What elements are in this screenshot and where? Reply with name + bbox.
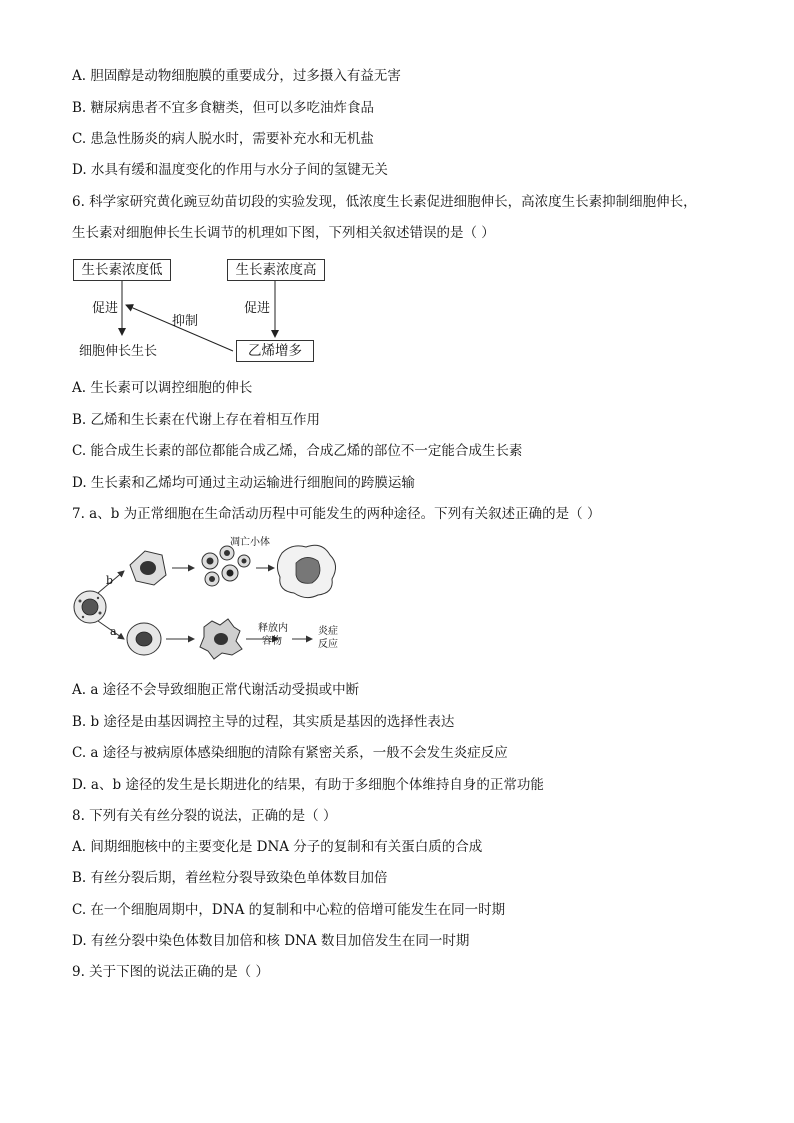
- label-inhibit: 抑制: [172, 314, 199, 329]
- phagocyte: [277, 545, 335, 597]
- shrinking-cell: [130, 551, 166, 585]
- label-path-b: b: [106, 574, 114, 587]
- label-release-contents-2: 容物: [262, 636, 282, 647]
- q7-option-d: D. a、b 途径的发生是长期进化的结果，有助于多细胞个体维持自身的正常功能: [72, 777, 544, 793]
- q6-stem-line2: 生长素对细胞伸长生长调节的机理如下图，下列相关叙述错误的是（ ）: [72, 225, 495, 241]
- label-release-contents-1: 释放内: [258, 623, 288, 634]
- q7-option-b: B. b 途径是由基因调控主导的过程，其实质是基因的选择性表达: [72, 714, 455, 730]
- q7-cell-pathways: [70, 535, 350, 670]
- q6-option-d: D. 生长素和乙烯均可通过主动运输进行细胞间的跨膜运输: [72, 475, 415, 491]
- apoptotic-bodies: [202, 546, 250, 586]
- q5-option-a: A. 胆固醇是动物细胞膜的重要成分，过多摄入有益无害: [72, 68, 401, 84]
- q8-option-c: C. 在一个细胞周期中，DNA 的复制和中心粒的倍增可能发生在同一时期: [72, 902, 506, 918]
- q7-diagram: [70, 535, 350, 670]
- swelling-cell: [127, 623, 161, 655]
- box-auxin-low: 生长素浓度低: [73, 259, 171, 281]
- label-inflammation-2: 反应: [318, 639, 338, 650]
- label-inflammation-1: 炎症: [318, 626, 338, 637]
- label-apoptotic-body: 凋亡小体: [230, 537, 270, 548]
- q8-option-d: D. 有丝分裂中染色体数目加倍和核 DNA 数目加倍发生在同一时期: [72, 933, 470, 949]
- q6-option-a: A. 生长素可以调控细胞的伸长: [72, 380, 253, 396]
- q6-stem-line1: 6. 科学家研究黄化豌豆幼苗切段的实验发现，低浓度生长素促进细胞伸长，高浓度生长素抑制细胞伸长，: [72, 194, 697, 210]
- q6-option-b: B. 乙烯和生长素在代谢上存在着相互作用: [72, 412, 321, 428]
- box-auxin-high: 生长素浓度高: [227, 259, 325, 281]
- q9-stem: 9. 关于下图的说法正确的是（ ）: [72, 964, 269, 980]
- label-promote-right: 促进: [244, 301, 271, 316]
- label-path-a: a: [110, 625, 117, 638]
- q6-option-c: C. 能合成生长素的部位都能合成乙烯，合成乙烯的部位不一定能合成生长素: [72, 443, 523, 459]
- q5-option-d: D. 水具有缓和温度变化的作用与水分子间的氢键无关: [72, 162, 388, 178]
- q8-option-a: A. 间期细胞核中的主要变化是 DNA 分子的复制和有关蛋白质的合成: [72, 839, 483, 855]
- q5-option-b: B. 糖尿病患者不宜多食糖类，但可以多吃油炸食品: [72, 100, 375, 116]
- q7-stem: 7. a、b 为正常细胞在生命活动历程中可能发生的两种途径。下列有关叙述正确的是（ ）: [72, 506, 601, 522]
- normal-cell: [74, 591, 106, 623]
- q6-diagram: [70, 255, 340, 367]
- label-cell-growth: 细胞伸长生长: [79, 344, 158, 359]
- q7-option-a: A. a 途径不会导致细胞正常代谢活动受损或中断: [72, 682, 360, 698]
- q7-option-c: C. a 途径与被病原体感染细胞的清除有紧密关系，一般不会发生炎症反应: [72, 745, 508, 761]
- q8-option-b: B. 有丝分裂后期，着丝粒分裂导致染色单体数目加倍: [72, 870, 388, 886]
- lysing-cell: [200, 619, 242, 659]
- box-ethylene-increase: 乙烯增多: [236, 340, 314, 362]
- q5-option-c: C. 患急性肠炎的病人脱水时，需要补充水和无机盐: [72, 131, 374, 147]
- q8-stem: 8. 下列有关有丝分裂的说法，正确的是（ ）: [72, 808, 337, 824]
- label-promote-left: 促进: [92, 301, 119, 316]
